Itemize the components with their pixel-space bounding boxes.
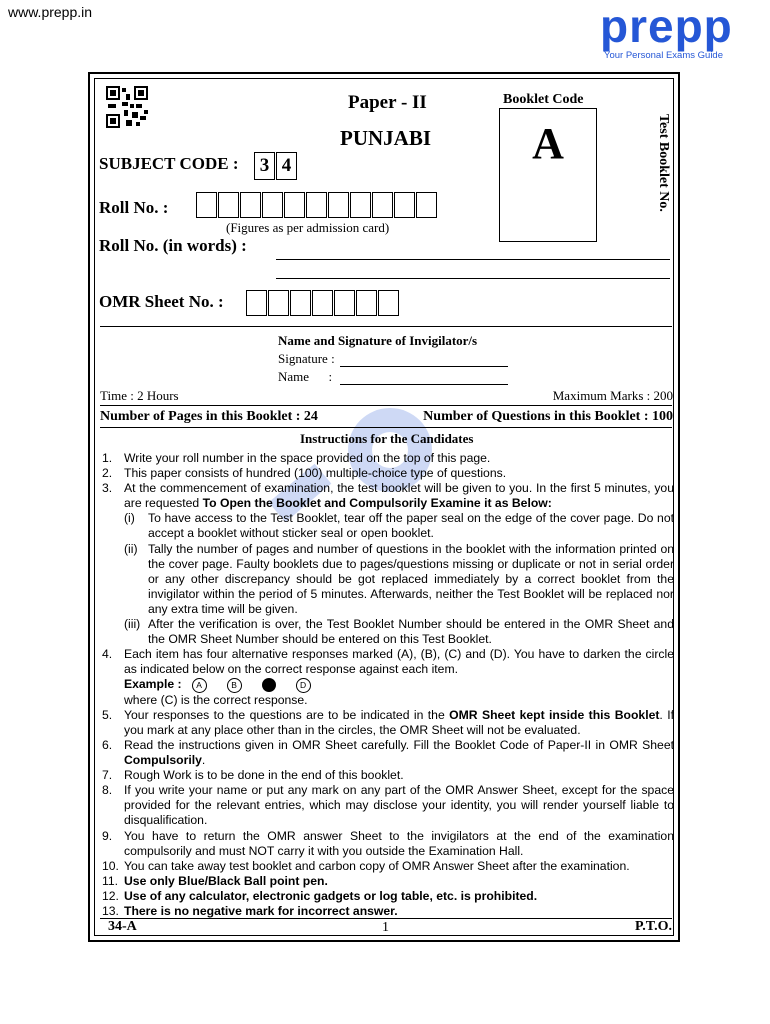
instructions-list bbox=[102, 451, 674, 919]
roll-no-box[interactable] bbox=[218, 192, 239, 218]
instruction-text: Rough Work is to be done in the end of this booklet. bbox=[124, 768, 404, 783]
roll-no-box[interactable] bbox=[394, 192, 415, 218]
instruction-emphasis: OMR Sheet kept inside this Booklet bbox=[449, 707, 660, 722]
list-item: 8. If you write your name or put any mark on any part of the OMR Answer Sheet, except for the space provided for the relevant entries, which may disclose your identity, you will render yourself liable to disqualification. bbox=[102, 783, 674, 828]
website-url[interactable]: www.prepp.in bbox=[8, 4, 93, 20]
time-allowed: Time : 2 Hours bbox=[100, 388, 179, 403]
list-item bbox=[102, 693, 674, 708]
subject-title: PUNJABI bbox=[340, 126, 432, 150]
footer-divider bbox=[100, 918, 672, 919]
logo-tagline: Your Personal Exams Guide bbox=[604, 50, 723, 61]
paper-number: Paper - II bbox=[348, 92, 427, 113]
instruction-text: If you write your name or put any mark on any part of the OMR Answer Sheet, except for the space provided for the relevant entries, which may disclose your identity, you will render yourself liable to disqualification. bbox=[124, 783, 674, 828]
instruction-text: Tally the number of pages and number of questions in the booklet with the information printed on the cover page. Faulty booklets due to pages/questions missing or duplicate or not in serial order or any other discrepancy should be got replaced immediately by a correct booklet from the invigilator within the period of 5 minutes. Afterwards, neither the Test Booklet will be replaced nor any extra time will be given. bbox=[148, 541, 674, 616]
booklet-series-code: 34-A bbox=[108, 919, 137, 934]
instruction-text: This paper consists of hundred (100) multiple-choice type of questions. bbox=[124, 466, 507, 481]
list-item: 13. There is no negative mark for incorrect answer. bbox=[102, 904, 674, 919]
prepp-logo[interactable] bbox=[600, 2, 750, 62]
roll-no-label: Roll No. : bbox=[99, 198, 169, 217]
instruction-text: Use only Blue/Black Ball point pen. bbox=[124, 873, 328, 888]
section-divider bbox=[100, 326, 672, 327]
omr-no-box[interactable] bbox=[246, 290, 267, 316]
list-item: 10. You can take away test booklet and carbon copy of OMR Answer Sheet after the examination. bbox=[102, 859, 674, 874]
roll-no-box[interactable] bbox=[262, 192, 283, 218]
subject-code-digit: 4 bbox=[276, 152, 297, 180]
name-line[interactable] bbox=[340, 384, 508, 385]
instruction-text: Write your roll number in the space provided on the top of this page. bbox=[124, 451, 491, 465]
omr-no-box[interactable] bbox=[290, 290, 311, 316]
omr-sheet-label: OMR Sheet No. : bbox=[99, 292, 224, 311]
signature-label: Signature : bbox=[278, 351, 335, 366]
roll-words-line-2[interactable] bbox=[276, 278, 670, 279]
instruction-text: where (C) is the correct response. bbox=[124, 692, 308, 707]
roll-no-box[interactable] bbox=[328, 192, 349, 218]
omr-no-box[interactable] bbox=[268, 290, 289, 316]
subject-code-label: SUBJECT CODE : bbox=[99, 154, 239, 173]
omr-no-box[interactable] bbox=[312, 290, 333, 316]
list-item: (ii) Tally the number of pages and number of questions in the booklet with the information printed on the cover page. Faulty booklets due to pages/questions missing or duplicate or not in serial order or any other discrepancy should be got replaced immediately by a correct booklet from the invigilator within the period of 5 minutes. Afterwards, neither the Test Booklet will be replaced nor any extra time will be given. bbox=[124, 541, 674, 616]
list-item: 9. You have to return the OMR answer Sheet to the invigilators at the end of the examination compulsorily and must NOT carry it with you outside the Examination Hall. bbox=[102, 828, 674, 858]
list-item: 6. Read the instructions given in OMR Sheet carefully. Fill the Booklet Code of Paper-II in OMR Sheet Compulsorily. bbox=[102, 737, 674, 768]
name-label: Name : bbox=[278, 369, 333, 384]
subject-code-digit: 3 bbox=[254, 152, 275, 180]
pto-label: P.T.O. bbox=[635, 919, 672, 934]
omr-no-box[interactable] bbox=[378, 290, 399, 316]
booklet-code-value: A bbox=[532, 119, 564, 168]
option-d-circle: D bbox=[296, 678, 311, 693]
roll-no-note: (Figures as per admission card) bbox=[226, 220, 390, 235]
option-a-circle: A bbox=[192, 678, 207, 693]
list-item: 2. This paper consists of hundred (100) multiple-choice type of questions. bbox=[102, 466, 674, 481]
instruction-text: Read the instructions given in OMR Sheet carefully. Fill the Booklet Code of Paper-II in OMR Sheet bbox=[124, 737, 674, 752]
list-item: 4. Each item has four alternative responses marked (A), (B), (C) and (D). You have to darken the circle as indicated below on the correct response against each item. bbox=[102, 647, 674, 677]
questions-count: Number of Questions in this Booklet : 100 bbox=[423, 409, 673, 424]
roll-no-words-label: Roll No. (in words) : bbox=[99, 236, 247, 255]
roll-no-box[interactable] bbox=[350, 192, 371, 218]
example-label: Example : bbox=[124, 677, 182, 692]
roll-no-box[interactable] bbox=[416, 192, 437, 218]
omr-no-box[interactable] bbox=[334, 290, 355, 316]
list-item: 1. Write your roll number in the space provided on the top of this page. bbox=[102, 451, 674, 466]
logo-wordmark: prepp bbox=[600, 0, 733, 52]
instruction-text: You have to return the OMR answer Sheet to the invigilators at the end of the examination compulsorily and must NOT carry it with you outside the Examination Hall. bbox=[124, 828, 674, 858]
roll-no-box[interactable] bbox=[240, 192, 261, 218]
instruction-text: There is no negative mark for incorrect answer. bbox=[124, 904, 398, 918]
instruction-text: Each item has four alternative responses marked (A), (B), (C) and (D). You have to darken the circle as indicated below on the correct response against each item. bbox=[124, 647, 674, 677]
example-row bbox=[102, 677, 674, 692]
info-divider bbox=[100, 405, 672, 406]
instruction-text: . If you mark at any place other than in the circles, the OMR Sheet will not be evaluated. bbox=[124, 707, 674, 737]
instruction-emphasis: To Open the Booklet and Compulsorily Examine it as Below: bbox=[202, 496, 552, 511]
page-number: 1 bbox=[382, 920, 389, 935]
list-item: 12. Use of any calculator, electronic gadgets or log table, etc. is prohibited. bbox=[102, 889, 674, 904]
omr-no-box[interactable] bbox=[356, 290, 377, 316]
list-item: (i) To have access to the Test Booklet, tear off the paper seal on the edge of the cover page. Do not accept a booklet without sticker seal or open booklet. bbox=[124, 511, 674, 541]
list-item: 5. Your responses to the questions are to be indicated in the OMR Sheet kept inside this Booklet. If you mark at any place other than in the circles, the OMR Sheet will not be evaluated. bbox=[102, 707, 674, 737]
list-item: 3. At the commencement of examination, the test booklet will be given to you. In the first 5 minutes, you are requested To Open the Booklet and Compulsorily Examine it as Below: bbox=[102, 481, 674, 511]
roll-no-box[interactable] bbox=[196, 192, 217, 218]
roll-no-box[interactable] bbox=[284, 192, 305, 218]
instruction-text: . bbox=[201, 753, 206, 768]
list-item: 11. Use only Blue/Black Ball point pen. bbox=[102, 874, 674, 889]
instruction-text: To have access to the Test Booklet, tear off the paper seal on the edge of the cover page. Do not accept a booklet without sticker seal or open booklet. bbox=[148, 511, 674, 541]
info-divider bbox=[100, 427, 672, 428]
instruction-emphasis: Compulsorily bbox=[124, 753, 202, 768]
roll-no-box[interactable] bbox=[306, 192, 327, 218]
option-b-circle: B bbox=[227, 678, 242, 693]
instruction-text: After the verification is over, the Test Booklet Number should be entered in the OMR Sheet and the OMR Sheet Number should be entered on this Test Booklet. bbox=[148, 617, 674, 647]
option-c-filled-circle bbox=[262, 678, 276, 692]
maximum-marks: Maximum Marks : 200 bbox=[552, 388, 673, 403]
booklet-code-label: Booklet Code bbox=[503, 92, 584, 107]
instruction-text: Your responses to the questions are to be indicated in the bbox=[124, 707, 450, 722]
roll-words-line-1[interactable] bbox=[276, 259, 670, 260]
invigilator-title: Name and Signature of Invigilator/s bbox=[278, 333, 478, 348]
roll-no-box[interactable] bbox=[372, 192, 393, 218]
list-item: (iii) After the verification is over, the Test Booklet Number should be entered in the OMR Sheet and the OMR Sheet Number should be entered on this Test Booklet. bbox=[124, 617, 674, 647]
signature-line[interactable] bbox=[340, 366, 508, 367]
instruction-text: You can take away test booklet and carbon copy of OMR Answer Sheet after the examination. bbox=[124, 858, 630, 873]
qr-code-icon bbox=[106, 86, 148, 128]
list-item: 7. Rough Work is to be done in the end of this booklet. bbox=[102, 768, 674, 783]
instruction-text: Use of any calculator, electronic gadgets or log table, etc. is prohibited. bbox=[124, 888, 538, 903]
test-booklet-no-label: Test Booklet No. bbox=[656, 114, 671, 212]
pages-count: Number of Pages in this Booklet : 24 bbox=[100, 409, 318, 424]
instructions-title: Instructions for the Candidates bbox=[300, 431, 474, 446]
instruction-text: At the commencement of examination, the test booklet will be given to you. In the first 5 minutes, you are requested bbox=[124, 481, 674, 511]
